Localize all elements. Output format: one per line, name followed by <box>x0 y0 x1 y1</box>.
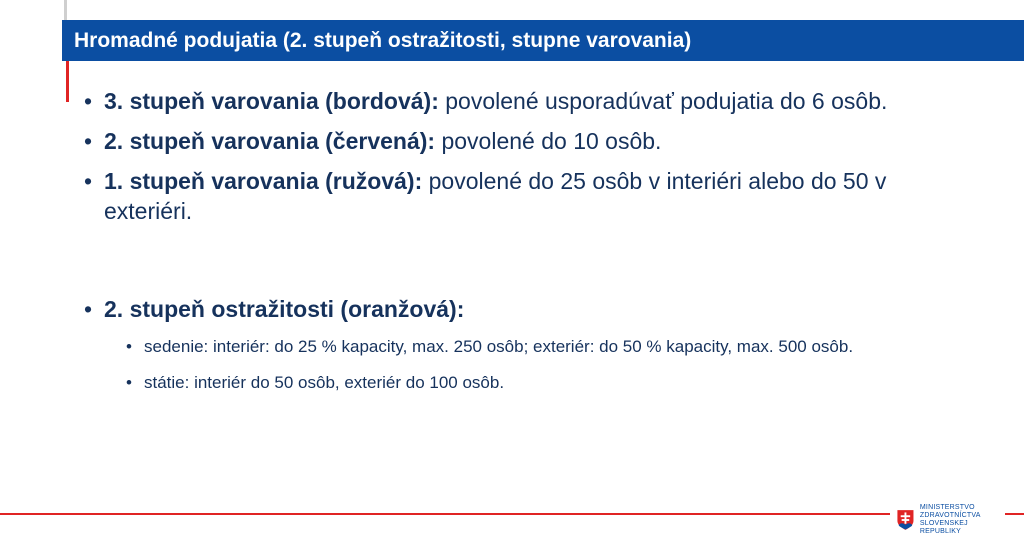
red-accent-bar <box>66 61 69 102</box>
list-item-level-2 <box>80 126 960 156</box>
bullet: • <box>84 88 93 114</box>
footer-line <box>0 513 890 515</box>
vigilance-label: 2. stupeň ostražitosti (oranžová): <box>104 296 465 322</box>
footer-line-right <box>1005 513 1024 515</box>
vigilance-sub-list <box>104 336 960 394</box>
logo-text <box>920 504 1006 536</box>
slide-title: Hromadné podujatia (2. stupeň ostražitosti, stupne varovania) <box>74 28 692 52</box>
level-2-text: povolené do 10 osôb. <box>435 128 662 154</box>
bullet: • <box>84 128 93 154</box>
slide-content <box>80 86 960 408</box>
list-spacer <box>80 236 960 284</box>
bullet: • <box>84 168 93 194</box>
level-3-text: povolené usporadúvať podujatia do 6 osôb. <box>438 88 888 114</box>
level-3-label: 3. stupeň varovania (bordová): <box>104 88 439 114</box>
bullet: • <box>84 296 93 322</box>
bullet: • <box>126 373 132 392</box>
sub-item-standing <box>124 372 964 394</box>
sub-item-seating <box>124 336 964 358</box>
warning-levels-list <box>80 86 960 394</box>
ministry-logo <box>896 503 1006 537</box>
logo-line-3: SLOVENSKEJ REPUBLIKY <box>919 520 968 535</box>
left-rule <box>64 0 67 20</box>
list-item-vigilance <box>80 294 960 394</box>
bullet: • <box>126 337 132 356</box>
level-1-label: 1. stupeň varovania (ružová): <box>104 168 423 194</box>
list-item-level-1 <box>80 166 960 226</box>
seating-text: sedenie: interiér: do 25 % kapacity, max. 250 osôb; exteriér: do 50 % kapacity, max. 500 osôb. <box>144 337 854 356</box>
level-2-label: 2. stupeň varovania (červená): <box>104 128 436 154</box>
standing-text: státie: interiér do 50 osôb, exteriér do 100 osôb. <box>144 373 505 392</box>
logo-line-1: MINISTERSTVO <box>919 504 975 511</box>
title-bar <box>62 20 1024 61</box>
slovak-coat-of-arms-icon <box>896 508 915 532</box>
logo-line-2: ZDRAVOTNÍCTVA <box>919 512 981 519</box>
list-item-level-3 <box>80 86 960 116</box>
level-1-text: povolené do 25 osôb v interiéri alebo do 50 v exteriéri. <box>104 168 887 224</box>
